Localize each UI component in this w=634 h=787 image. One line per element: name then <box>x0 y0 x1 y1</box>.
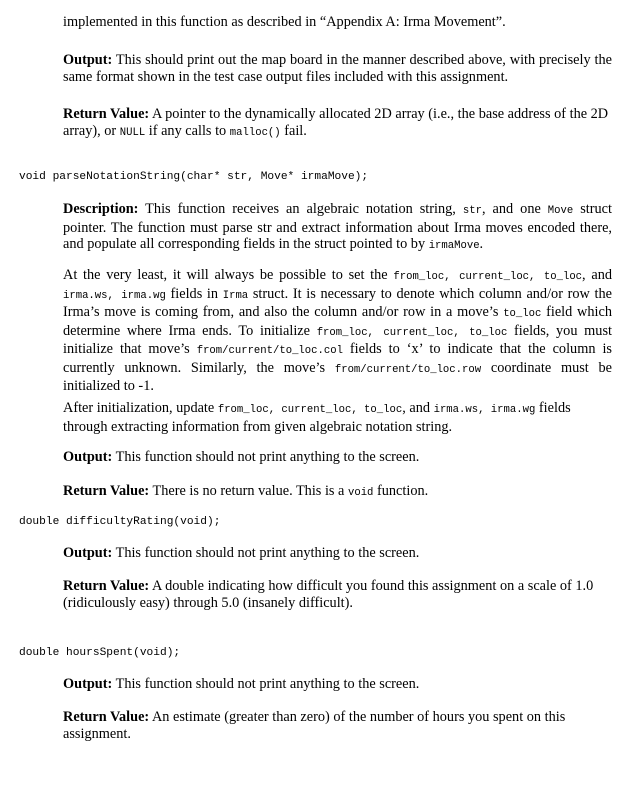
return-text: if any calls to <box>145 122 230 139</box>
body-text: fields in <box>165 285 223 302</box>
return-label: Return Value: <box>63 709 150 725</box>
body-text: After initialization, update <box>63 400 218 416</box>
output-text: This function should not print anything to the screen. <box>112 449 420 465</box>
initialization-paragraph <box>63 267 612 395</box>
code-str: str <box>462 205 482 217</box>
return-paragraph-3 <box>63 578 612 611</box>
code-locs: from_loc, current_loc, to_loc <box>316 326 508 339</box>
output-paragraph-1 <box>63 52 612 85</box>
body-text: struct. It is necessary to denote which column and/or row the Irma’s move is coming from, and also the column and/or row in a move’s <box>63 285 613 320</box>
output-text: This function should not print anything to the screen. <box>112 545 420 561</box>
return-text: A pointer to the dynamically allocated 2D array (i.e., the base address of the 2D array), or <box>63 106 609 139</box>
function-signature-difficulty: double difficultyRating(void); <box>19 516 221 528</box>
code-null: NULL <box>119 126 146 139</box>
code-void: void <box>347 487 374 499</box>
body-text: At the very least, it will always be possible to set the <box>63 267 394 283</box>
code-locs: from_loc, current_loc, to_loc <box>217 404 403 416</box>
body-text: fields to ‘x’ to indicate that the column is currently unknown. Similarly, the move’s <box>63 341 612 376</box>
intro-paragraph <box>63 14 612 31</box>
return-label: Return Value: <box>63 578 150 594</box>
return-text: function. <box>373 483 429 499</box>
output-label: Output: <box>63 676 113 692</box>
description-text: This function receives an algebraic notation string, <box>138 201 463 217</box>
code-irma: Irma <box>222 289 249 302</box>
output-text: This should print out the map board in the manner described above, with precisely the same format shown in the test case output files included with this assignment. <box>63 52 612 85</box>
return-text: fail. <box>280 122 307 139</box>
body-text: fields through extracting information from given algebraic notation string. <box>63 400 571 435</box>
description-paragraph <box>63 201 612 255</box>
code-irma-fields: irma.ws, irma.wg <box>433 404 536 416</box>
return-text: An estimate (greater than zero) of the number of hours you spent on this assignment. <box>63 709 566 742</box>
body-text: , and <box>402 400 434 416</box>
return-text: There is no return value. This is a <box>149 483 348 499</box>
return-label: Return Value: <box>63 483 150 499</box>
code-move: Move <box>547 205 574 217</box>
output-text: This function should not print anything to the screen. <box>112 676 420 692</box>
code-loc-col: from/current/to_loc.col <box>196 345 343 357</box>
body-text: field which determine where Irma ends. To initialize <box>63 304 612 339</box>
code-loc-row: from/current/to_loc.row <box>334 363 482 376</box>
code-malloc: malloc() <box>229 126 281 139</box>
output-label: Output: <box>63 449 113 465</box>
code-irmamove: irmaMove <box>428 240 480 252</box>
code-irma-fields: irma.ws, irma.wg <box>63 289 166 302</box>
return-paragraph-2 <box>63 483 612 502</box>
output-paragraph-2 <box>63 449 612 466</box>
description-text: struct pointer. The function must parse str and extract information about Irma moves encoded there, and populate all corresponding fields in the struct pointed to by <box>63 201 612 252</box>
output-paragraph-3 <box>63 545 612 562</box>
description-text: . <box>479 236 484 252</box>
code-locs: from_loc, current_loc, to_loc <box>393 271 583 283</box>
description-label: Description: <box>63 201 139 217</box>
update-paragraph <box>63 400 612 435</box>
return-paragraph-4 <box>63 709 612 742</box>
description-text: , and one <box>481 201 548 217</box>
output-label: Output: <box>63 52 113 68</box>
return-text: A double indicating how difficult you found this assignment on a scale of 1.0 (ridiculously easy) through 5.0 (insanely difficult). <box>63 578 594 611</box>
output-paragraph-4 <box>63 676 612 693</box>
body-text: coordinate must be initialized to -1. <box>63 359 613 394</box>
function-signature-parse: void parseNotationString(char* str, Move* irmaMove); <box>19 171 369 183</box>
intro-text: implemented in this function as described in “Appendix A: Irma Movement”. <box>63 14 506 30</box>
output-label: Output: <box>63 545 113 561</box>
body-text: fields, you must initialize that move’s <box>63 322 612 357</box>
return-label: Return Value: <box>63 106 150 122</box>
function-signature-hours: double hoursSpent(void); <box>19 647 181 659</box>
code-to-loc: to_loc <box>503 308 542 320</box>
return-paragraph-1 <box>63 106 612 141</box>
body-text: , and <box>582 267 612 283</box>
